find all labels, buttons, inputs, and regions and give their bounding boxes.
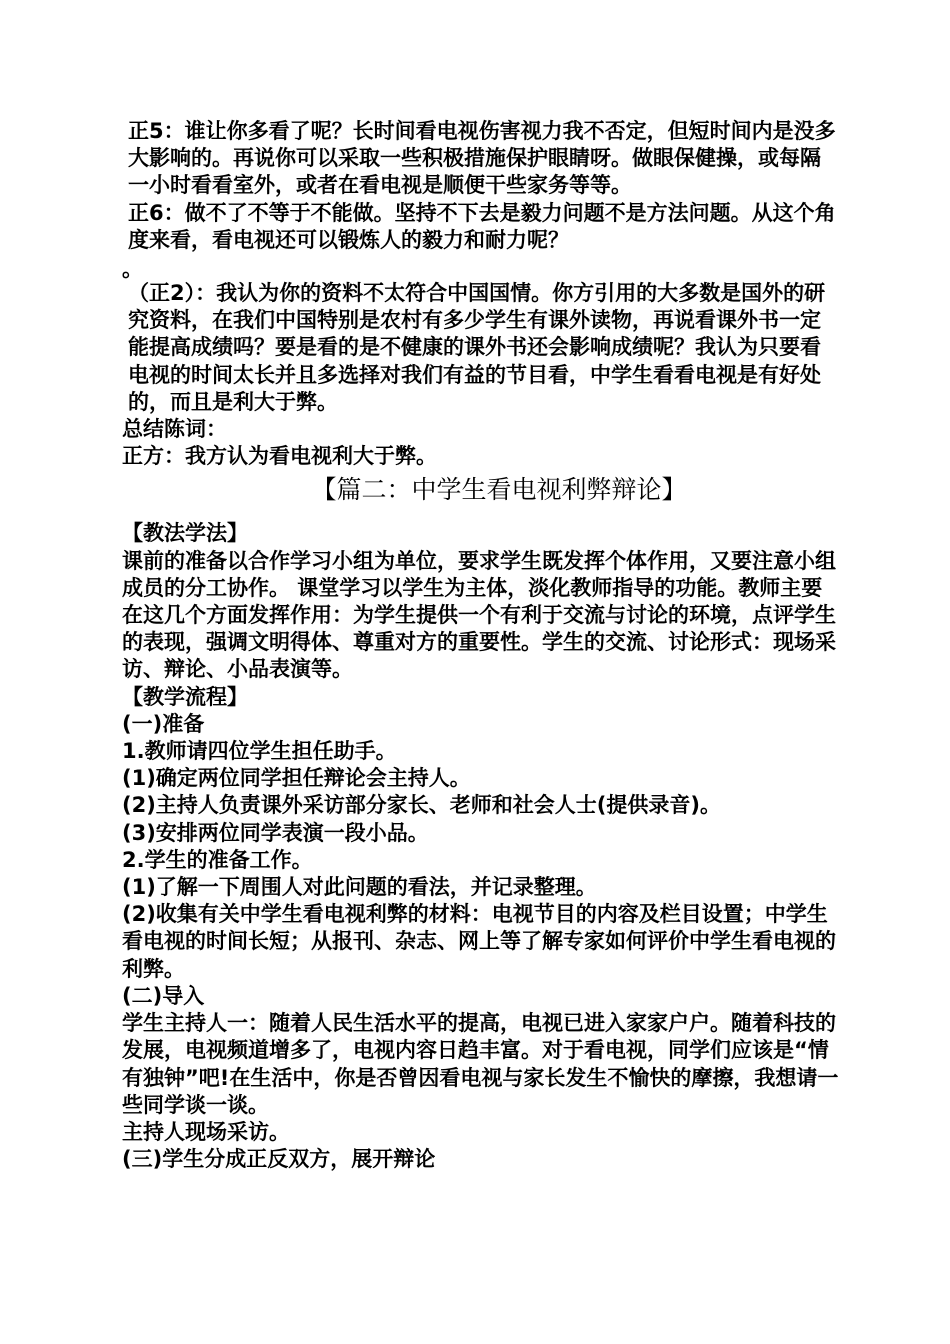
paragraph-summary-affirmative: 正方：我方认为看电视利大于弊。 xyxy=(122,444,437,469)
paragraph-zheng2: （正2）：我认为你的资料不太符合中国国情。你方引用的大多数是国外的研究资料，在我们中国特别是农村有多少学生有课外读物，再说看课外书一定能提高成绩吗？要是看的是不健康的课外书还会影响成绩呢？我认为只要看电视的时间太长并且多选择对我们有益的节目看，中学生看看电视是有好处的，而且是利大于弊。 xyxy=(128,281,826,414)
section-line-method-body: 课前的准备以合作学习小组为单位，要求学生既发挥个体作用，又要注意小组成员的分工协作。 课堂学习以学生为主体，淡化教师指导的功能。教师主要在这几个方面发挥作用：为学生提供一个有利于交流与讨论的环境，点评学生的表现，强调文明得体、尊重对方的重要性。学生的交流、讨论形式：现场采访、辩论、小品表演等。 xyxy=(122,548,836,682)
paragraph-zheng5: 正5：谁让你多看了呢？长时间看电视伤害视力我不否定，但短时间内是没多大影响的。再说你可以采取一些积极措施保护眼睛呀。做眼保健操，或每隔一小时看看室外，或者在看电视是顺便干些家务等等。 xyxy=(128,119,836,198)
section-line-host-one: 学生主持人一：随着人民生活水平的提高，电视已进入家家户户。随着科技的发展，电视频道增多了，电视内容日趋丰富。对于看电视，同学们应该是“情有独钟”吧!在生活中，你是否曾因看电视与家长发生不愉快的摩擦，我想请一些同学谈一谈。 xyxy=(122,1011,839,1117)
section-line-1-1: (1)确定两位同学担任辩论会主持人。 xyxy=(122,766,471,791)
section-line-2-2: (2)收集有关中学生看电视利弊的材料：电视节目的内容及栏目设置；中学生看电视的时间长短；从报刊、杂志、网上等了解专家如何评价中学生看电视的利弊。 xyxy=(122,902,836,981)
paragraph-dot: 。 xyxy=(122,257,143,282)
section-line-debate: (三)学生分成正反双方，展开辩论 xyxy=(122,1147,436,1172)
section-line-interview: 主持人现场采访。 xyxy=(122,1119,290,1144)
section-line-1-2: (2)主持人负责课外采访部分家长、老师和社会人士(提供录音)。 xyxy=(122,793,721,818)
section-line-prepare: (一)准备 xyxy=(122,711,205,736)
section-line-intro: (二)导入 xyxy=(122,983,205,1008)
section-line-1: 1.教师请四位学生担任助手。 xyxy=(122,739,397,764)
paragraph-summary-label: 总结陈词： xyxy=(122,417,227,442)
section-heading: 【篇二：中学生看电视利弊辩论】 xyxy=(311,475,687,505)
section-line-1-3: (3)安排两位同学表演一段小品。 xyxy=(122,820,429,845)
section-line-2: 2.学生的准备工作。 xyxy=(122,847,313,872)
section-line-flow-title: 【教学流程】 xyxy=(122,684,248,709)
document-page xyxy=(118,118,840,1173)
section-line-method-title: 【教法学法】 xyxy=(122,521,248,546)
section-line-2-1: (1)了解一下周围人对此问题的看法，并记录整理。 xyxy=(122,875,597,900)
paragraph-zheng6: 正6：做不了不等于不能做。坚持不下去是毅力问题不是方法问题。从这个角度来看，看电视还可以锻炼人的毅力和耐力呢？ xyxy=(128,200,836,252)
